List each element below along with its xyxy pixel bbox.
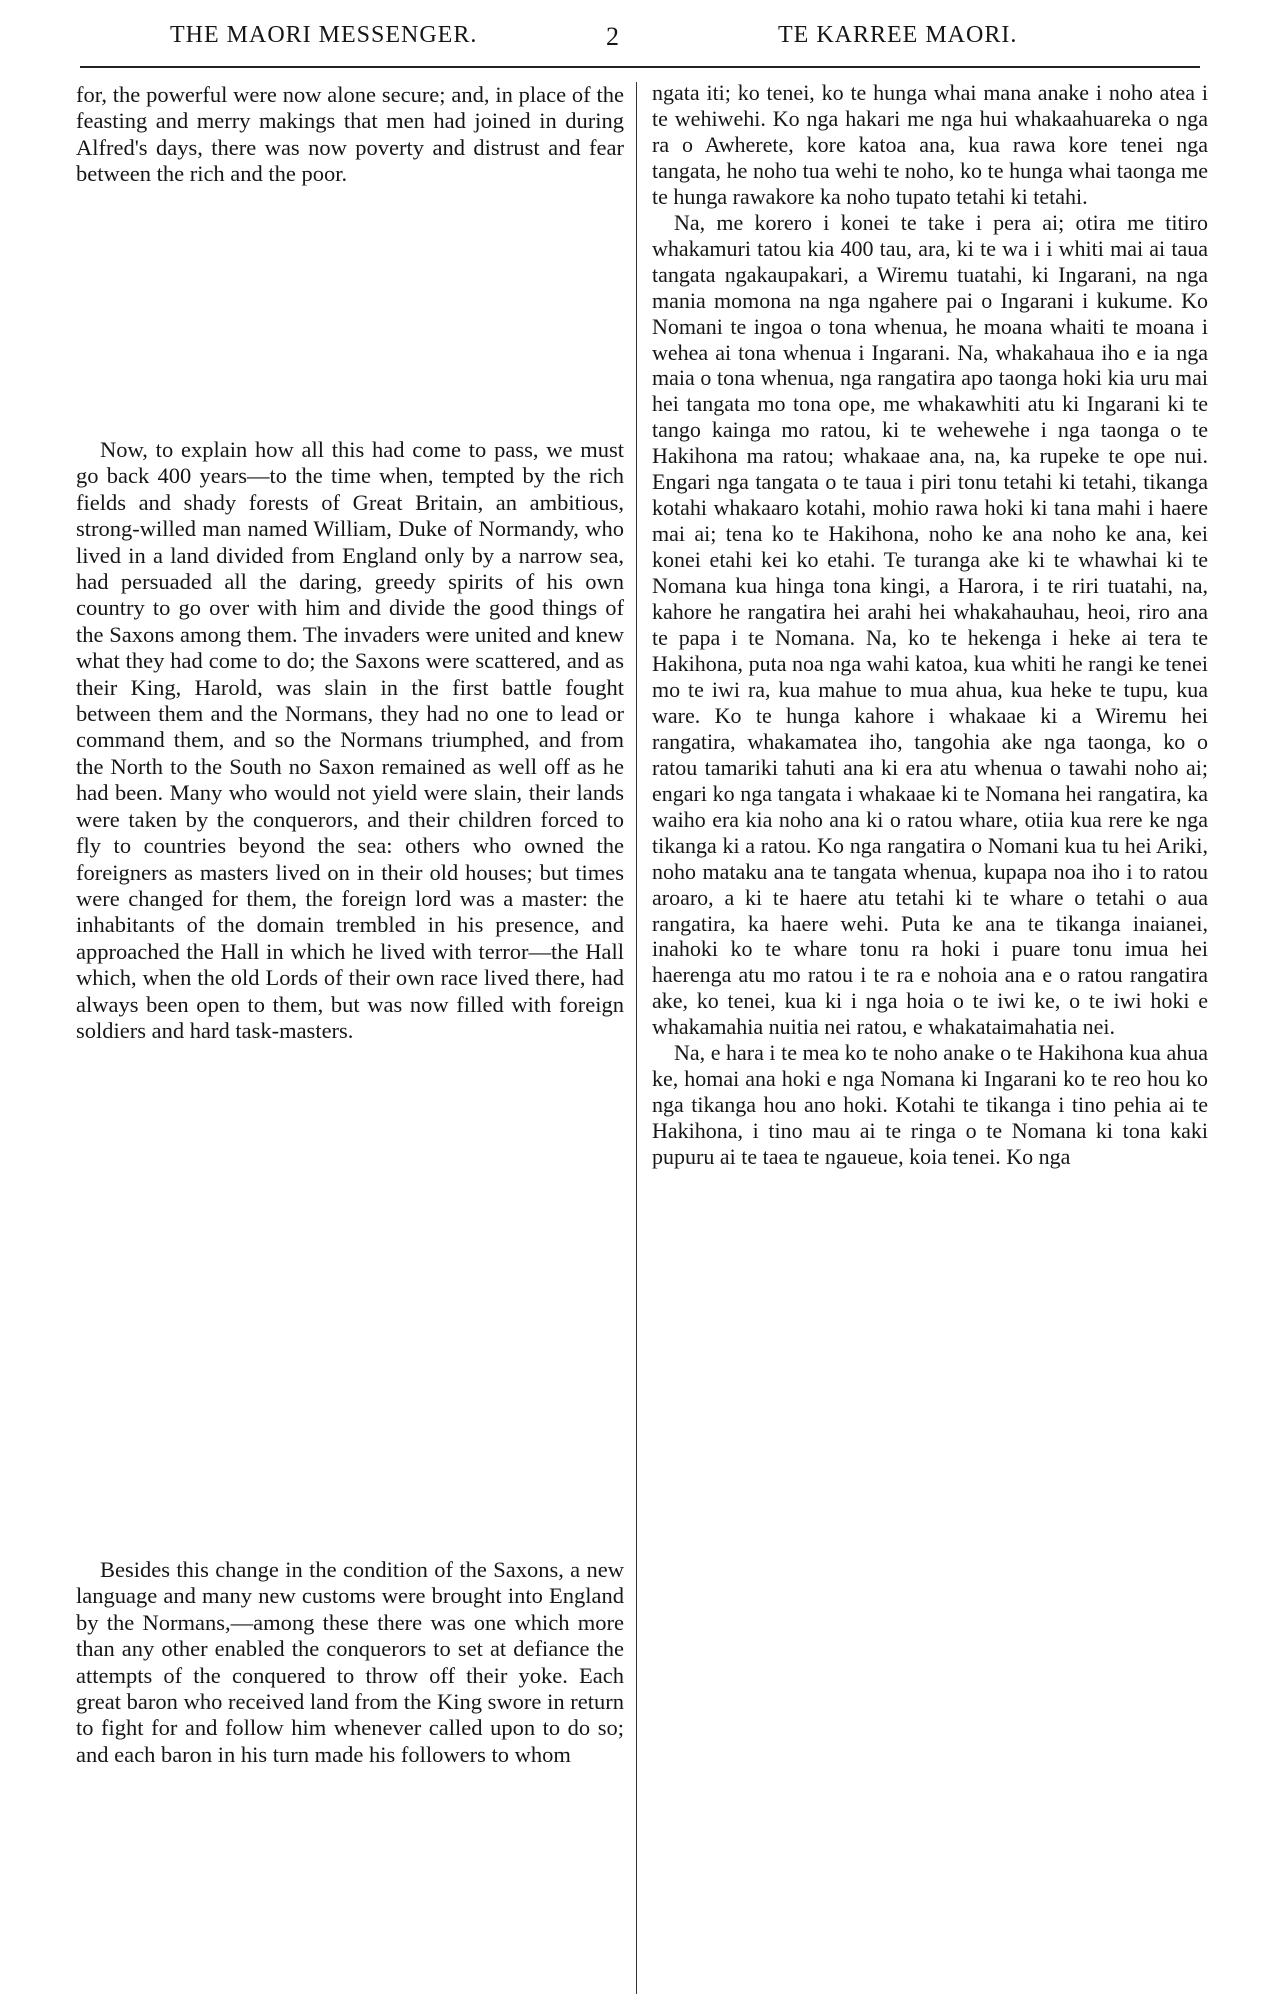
header-rule (80, 66, 1200, 68)
english-paragraph: Besides this change in the condition of the Saxons, a new language and many new customs were brought into England by the Normans,—among these there was one which more than any other enabled the conquerors to set at defiance the attempts of the conquered to throw off their yoke. Each great baron who received land from the King swore in return to fight for and follow him whenever called upon to do so; and each baron in his turn made his followers to whom (76, 1557, 624, 1767)
maori-paragraph: ngata iti; ko tenei, ko te hunga whai mana anake i noho atea i te wehiwehi. Ko nga hakari me nga hui whakaahuareka o nga ra o Awherete, kore katoa ana, kua rawa kore tenei nga tangata, he noho tua wehi te noho, ko te hunga whai taonga me te hunga rawakore ka noho tupato tetahi ki tetahi. (652, 80, 1208, 209)
column-divider (636, 82, 637, 1994)
maori-paragraph: Na, me korero i konei te take i pera ai; otira me titiro whakamuri tatou kia 400 tau, ara, ki te wa i i whiti mai ai taua tangata ngakaupakari, a Wiremu tuatahi, ki Ingarani, na nga mania momona na nga ngahere pai o Ingarani i kukume. Ko Nomani te ingoa o tona whenua, he moana whaiti te moana i wehea ai tona whenua i Ingarani. Na, whakahaua iho e ia nga maia o tona whenua, nga rangatira apo taonga hoki kia uru mai hei tangata mo tona ope, me whakawhiti atu ki Ingarani ki te tango kainga mo ratou, ki te wehewehe i nga taonga o te Hakihona ma ratou; whakaae ana, na, ka rupeke te ope nui. Engari nga tangata o te taua i piri tonu tetahi ki tetahi, tikanga kotahi whakaaro kotahi, mohio rawa hoki ki tana mahi i haere mai ai; tena ko te Hakihona, noho ke ana noho ke ana, kei konei etahi kei ko etahi. Te turanga ake ki te whawhai ki te Nomana kua hinga tona kingi, a Harora, i te riri tuatahi, na, kahore he rangatira hei arahi hei whakahauhau, heoi, riro ana te papa i te Nomana. Na, ko te hekenga i heke ai tera te Hakihona, puta noa nga wahi katoa, kua whiti he rangi ke tenei mo te iwi ra, kua mahue to mua ahua, kua heke te tupu, kua ware. Ko te hunga kahore i whakaae ki a Wiremu hei rangatira, whakamatea iho, tangohia ake nga taonga, ko o ratou tamariki tahuti ana ki era atu whenua o tawahi noho ai; engari ko nga tangata i whakaae ki te Nomana hei rangatira, ka waiho era kia noho ana ki o ratou whare, otiia kua rere ke nga tikanga ki a ratou. Ko nga rangatira o Nomani kua tu hei Ariki, noho mataku ana te tangata whenua, kupapa noa iho i to ratou aroaro, a ki te haere atu tetahi ki te whare o tetahi o aua rangatira, ka haere wehi. Puta ke ana te tikanga inaianei, inahoki ko te whare tonu ra hoki i puare tonu imua hei haerenga atu mo ratou i te ra e nohoia ana e o ratou rangatira ake, ko tenei, kua ki i nga hoia o te iwi ke, o te iwi hoki e whakamahia nuitia nei ratou, e whakataimahatia nei. (652, 209, 1208, 1040)
maori-column (652, 80, 1208, 1170)
maori-masthead-title: TE KARREE MAORI. (778, 22, 1018, 48)
english-column-paragraph-1 (76, 82, 624, 188)
maori-paragraph: Na, e hara i te mea ko te noho anake o te Hakihona kua ahua ke, homai ana hoki e nga Nomana ki Ingarani ko te reo hou ko nga tikanga hou ano hoki. Kotahi te tikanga i tino pehia ai te Hakihona, i tino mau ai te ringa o te Nomana ki tona kaki pupuru ai te taea te ngaueue, koia tenei. Ko nga (652, 1040, 1208, 1170)
page-header (0, 22, 1280, 62)
english-paragraph: for, the powerful were now alone secure; and, in place of the feasting and merry makings that men had joined in during Alfred's days, there was now poverty and distrust and fear between the rich and the poor. (76, 82, 624, 187)
english-column-paragraph-2 (76, 437, 624, 1044)
english-masthead-title: THE MAORI MESSENGER. (170, 22, 478, 48)
page-number: 2 (606, 22, 620, 51)
english-column-paragraph-3 (76, 1557, 624, 1768)
english-paragraph: Now, to explain how all this had come to pass, we must go back 400 years—to the time when, tempted by the rich fields and shady forests of Great Britain, an ambitious, strong-willed man named William, Duke of Normandy, who lived in a land divided from England only by a narrow sea, had persuaded all the daring, greedy spirits of his own country to go over with him and divide the good things of the Saxons among them. The invaders were united and knew what they had come to do; the Saxons were scattered, and as their King, Harold, was slain in the first battle fought between them and the Normans, they had no one to lead or command them, and so the Normans triumphed, and from the North to the South no Saxon remained as well off as he had been. Many who would not yield were slain, their lands were taken by the conquerors, and their children forced to fly to countries beyond the sea: others who owned the foreigners as masters lived on in their old houses; but times were changed for them, the foreign lord was a master: the inhabitants of the domain trembled in his presence, and approached the Hall in which he lived with terror—the Hall which, when the old Lords of their own race lived there, had always been open to them, but was now filled with foreign soldiers and hard task-masters. (76, 437, 624, 1043)
